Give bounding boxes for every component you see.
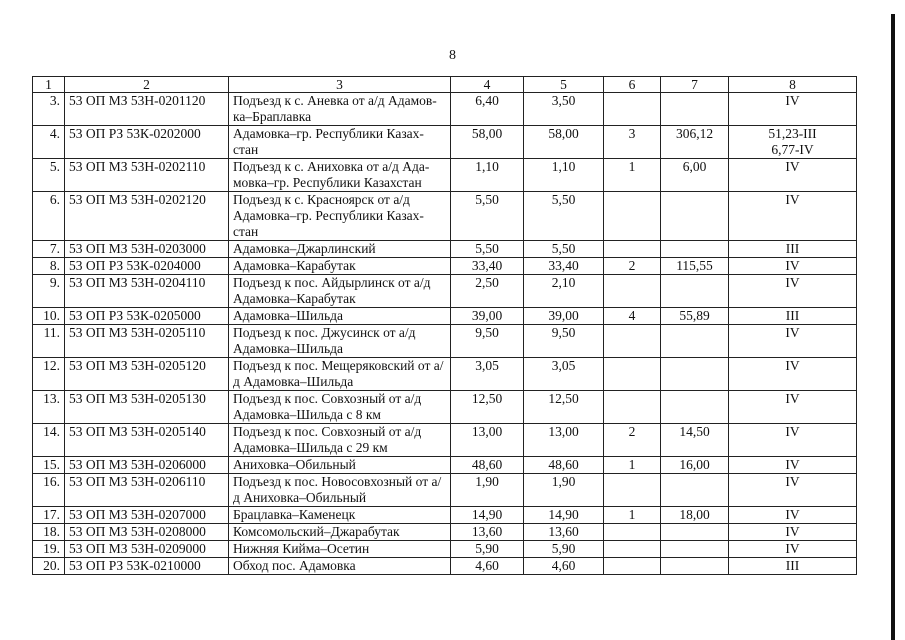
length-total: 39,00 xyxy=(451,308,524,325)
table-row xyxy=(33,358,857,391)
column-header: 3 xyxy=(229,77,451,93)
column-header: 5 xyxy=(524,77,604,93)
table-row xyxy=(33,93,857,126)
row-number: 8. xyxy=(33,258,65,275)
road-name: Адамовка–Карабутак xyxy=(229,258,451,275)
road-name: Адамовка–Джарлинский xyxy=(229,241,451,258)
road-id-code: 53 ОП МЗ 53Н-0205140 xyxy=(65,424,229,457)
table-row xyxy=(33,126,857,159)
bridge-count xyxy=(604,524,661,541)
table-body xyxy=(33,93,857,575)
category-value: IV xyxy=(785,541,800,556)
road-category xyxy=(729,258,857,275)
road-id-code: 53 ОП МЗ 53Н-0203000 xyxy=(65,241,229,258)
length-total: 5,50 xyxy=(451,192,524,241)
length-paved: 3,50 xyxy=(524,93,604,126)
table-row xyxy=(33,308,857,325)
road-category xyxy=(729,391,857,424)
table-row xyxy=(33,258,857,275)
bridge-length xyxy=(661,541,729,558)
road-category xyxy=(729,524,857,541)
bridge-length xyxy=(661,325,729,358)
bridge-length: 14,50 xyxy=(661,424,729,457)
length-total: 1,10 xyxy=(451,159,524,192)
length-paved: 5,50 xyxy=(524,192,604,241)
length-paved: 12,50 xyxy=(524,391,604,424)
row-number: 19. xyxy=(33,541,65,558)
length-paved: 48,60 xyxy=(524,457,604,474)
length-total: 48,60 xyxy=(451,457,524,474)
length-paved: 13,00 xyxy=(524,424,604,457)
table-row xyxy=(33,159,857,192)
length-paved: 5,90 xyxy=(524,541,604,558)
bridge-length xyxy=(661,93,729,126)
column-header: 1 xyxy=(33,77,65,93)
bridge-count: 4 xyxy=(604,308,661,325)
bridge-length xyxy=(661,192,729,241)
road-id-code: 53 ОП МЗ 53Н-0208000 xyxy=(65,524,229,541)
length-paved: 3,05 xyxy=(524,358,604,391)
table-row xyxy=(33,424,857,457)
category-value: III xyxy=(785,308,800,323)
road-category xyxy=(729,558,857,575)
column-header: 4 xyxy=(451,77,524,93)
road-name: Подъезд к пос. Новосовхозный от а/д Аниховка–Обильный xyxy=(229,474,451,507)
bridge-length xyxy=(661,358,729,391)
row-number: 9. xyxy=(33,275,65,308)
table-row xyxy=(33,558,857,575)
row-number: 12. xyxy=(33,358,65,391)
table-row xyxy=(33,507,857,524)
road-name: Подъезд к с. Аниховка от а/д Ада-мовка–гр. Республики Казахстан xyxy=(229,159,451,192)
row-number: 3. xyxy=(33,93,65,126)
road-category xyxy=(729,457,857,474)
road-name: Подъезд к с. Аневка от а/д Адамов-ка–Бpаплавка xyxy=(229,93,451,126)
table-row xyxy=(33,391,857,424)
category-value: IV xyxy=(785,258,800,273)
category-value: 51,23-III xyxy=(768,126,817,141)
row-number: 4. xyxy=(33,126,65,159)
bridge-length xyxy=(661,391,729,424)
length-total: 9,50 xyxy=(451,325,524,358)
category-value: III xyxy=(785,241,800,256)
table-row xyxy=(33,241,857,258)
road-category xyxy=(729,159,857,192)
length-paved: 14,90 xyxy=(524,507,604,524)
category-value: III xyxy=(785,558,800,573)
bridge-count xyxy=(604,541,661,558)
road-category xyxy=(729,474,857,507)
table-row xyxy=(33,325,857,358)
bridge-length: 6,00 xyxy=(661,159,729,192)
bridge-length: 306,12 xyxy=(661,126,729,159)
road-id-code: 53 ОП МЗ 53Н-0204110 xyxy=(65,275,229,308)
category-value: IV xyxy=(785,391,800,406)
road-name: Нижняя Кийма–Осетин xyxy=(229,541,451,558)
table-row xyxy=(33,474,857,507)
road-category xyxy=(729,358,857,391)
length-paved: 1,10 xyxy=(524,159,604,192)
road-name: Аниховка–Обильный xyxy=(229,457,451,474)
column-header: 2 xyxy=(65,77,229,93)
row-number: 7. xyxy=(33,241,65,258)
road-name: Обход пос. Адамовка xyxy=(229,558,451,575)
road-category xyxy=(729,192,857,241)
road-name: Адамовка–гр. Республики Казах-стан xyxy=(229,126,451,159)
bridge-count: 2 xyxy=(604,258,661,275)
length-total: 4,60 xyxy=(451,558,524,575)
row-number: 18. xyxy=(33,524,65,541)
length-paved: 9,50 xyxy=(524,325,604,358)
length-paved: 4,60 xyxy=(524,558,604,575)
category-value: IV xyxy=(785,275,800,290)
table-row xyxy=(33,457,857,474)
row-number: 15. xyxy=(33,457,65,474)
road-category xyxy=(729,93,857,126)
column-header: 8 xyxy=(729,77,857,93)
bridge-length xyxy=(661,558,729,575)
road-name: Комсомольский–Джарабутак xyxy=(229,524,451,541)
length-total: 5,90 xyxy=(451,541,524,558)
category-value: 6,77-IV xyxy=(771,142,814,157)
road-id-code: 53 ОП РЗ 53К-0210000 xyxy=(65,558,229,575)
row-number: 16. xyxy=(33,474,65,507)
road-name: Адамовка–Шильда xyxy=(229,308,451,325)
bridge-count xyxy=(604,241,661,258)
road-category xyxy=(729,126,857,159)
road-id-code: 53 ОП МЗ 53Н-0205110 xyxy=(65,325,229,358)
length-total: 12,50 xyxy=(451,391,524,424)
length-paved: 33,40 xyxy=(524,258,604,275)
column-header: 6 xyxy=(604,77,661,93)
table-row xyxy=(33,275,857,308)
category-value: IV xyxy=(785,507,800,522)
row-number: 20. xyxy=(33,558,65,575)
row-number: 10. xyxy=(33,308,65,325)
road-category xyxy=(729,325,857,358)
road-id-code: 53 ОП МЗ 53Н-0202120 xyxy=(65,192,229,241)
bridge-count: 1 xyxy=(604,507,661,524)
table-row xyxy=(33,192,857,241)
road-id-code: 53 ОП МЗ 53Н-0205120 xyxy=(65,358,229,391)
row-number: 14. xyxy=(33,424,65,457)
bridge-length: 115,55 xyxy=(661,258,729,275)
length-paved: 1,90 xyxy=(524,474,604,507)
road-id-code: 53 ОП МЗ 53Н-0209000 xyxy=(65,541,229,558)
bridge-count xyxy=(604,275,661,308)
header-row xyxy=(33,77,857,93)
bridge-length xyxy=(661,474,729,507)
row-number: 13. xyxy=(33,391,65,424)
road-name: Подъезд к пос. Мещеряковский от а/д Адамовка–Шильда xyxy=(229,358,451,391)
page-number: 8 xyxy=(449,48,456,63)
length-total: 3,05 xyxy=(451,358,524,391)
road-id-code: 53 ОП РЗ 53К-0204000 xyxy=(65,258,229,275)
road-category xyxy=(729,308,857,325)
bridge-count xyxy=(604,474,661,507)
bridge-count xyxy=(604,558,661,575)
bridge-count xyxy=(604,192,661,241)
road-category xyxy=(729,241,857,258)
bridge-length xyxy=(661,241,729,258)
category-value: IV xyxy=(785,474,800,489)
length-paved: 2,10 xyxy=(524,275,604,308)
road-id-code: 53 ОП МЗ 53Н-0205130 xyxy=(65,391,229,424)
length-paved: 13,60 xyxy=(524,524,604,541)
length-paved: 39,00 xyxy=(524,308,604,325)
bridge-count xyxy=(604,358,661,391)
length-total: 2,50 xyxy=(451,275,524,308)
length-total: 13,60 xyxy=(451,524,524,541)
bridge-length xyxy=(661,524,729,541)
table-row xyxy=(33,541,857,558)
roads-table xyxy=(32,76,857,575)
bridge-length: 55,89 xyxy=(661,308,729,325)
row-number: 5. xyxy=(33,159,65,192)
length-total: 1,90 xyxy=(451,474,524,507)
road-id-code: 53 ОП РЗ 53К-0205000 xyxy=(65,308,229,325)
row-number: 6. xyxy=(33,192,65,241)
bridge-count xyxy=(604,325,661,358)
length-paved: 5,50 xyxy=(524,241,604,258)
bridge-count: 2 xyxy=(604,424,661,457)
row-number: 17. xyxy=(33,507,65,524)
road-category xyxy=(729,541,857,558)
length-total: 6,40 xyxy=(451,93,524,126)
bridge-length xyxy=(661,275,729,308)
road-category xyxy=(729,507,857,524)
road-category xyxy=(729,424,857,457)
road-name: Подъезд к пос. Совхозный от а/д Адамовка–Шильда с 8 км xyxy=(229,391,451,424)
length-paved: 58,00 xyxy=(524,126,604,159)
road-category xyxy=(729,275,857,308)
road-name: Подъезд к пос. Джусинск от а/д Адамовка–Шильда xyxy=(229,325,451,358)
bridge-count: 1 xyxy=(604,159,661,192)
bridge-count: 3 xyxy=(604,126,661,159)
category-value: IV xyxy=(785,192,800,207)
road-name: Подъезд к пос. Совхозный от а/д Адамовка–Шильда с 29 км xyxy=(229,424,451,457)
road-name: Подъезд к пос. Айдырлинск от а/д Адамовка–Карабутак xyxy=(229,275,451,308)
length-total: 33,40 xyxy=(451,258,524,275)
length-total: 5,50 xyxy=(451,241,524,258)
road-id-code: 53 ОП МЗ 53Н-0206000 xyxy=(65,457,229,474)
road-id-code: 53 ОП МЗ 53Н-0201120 xyxy=(65,93,229,126)
road-name: Брацлавка–Каменецк xyxy=(229,507,451,524)
road-id-code: 53 ОП МЗ 53Н-0202110 xyxy=(65,159,229,192)
row-number: 11. xyxy=(33,325,65,358)
length-total: 14,90 xyxy=(451,507,524,524)
bridge-length: 18,00 xyxy=(661,507,729,524)
category-value: IV xyxy=(785,358,800,373)
bridge-length: 16,00 xyxy=(661,457,729,474)
length-total: 58,00 xyxy=(451,126,524,159)
category-value: IV xyxy=(785,457,800,472)
length-total: 13,00 xyxy=(451,424,524,457)
bridge-count xyxy=(604,93,661,126)
bridge-count xyxy=(604,391,661,424)
category-value: IV xyxy=(785,93,800,108)
road-id-code: 53 ОП МЗ 53Н-0206110 xyxy=(65,474,229,507)
road-id-code: 53 ОП РЗ 53К-0202000 xyxy=(65,126,229,159)
category-value: IV xyxy=(785,325,800,340)
category-value: IV xyxy=(785,524,800,539)
scan-edge-bar xyxy=(891,14,895,640)
category-value: IV xyxy=(785,424,800,439)
column-header: 7 xyxy=(661,77,729,93)
road-id-code: 53 ОП МЗ 53Н-0207000 xyxy=(65,507,229,524)
bridge-count: 1 xyxy=(604,457,661,474)
table-row xyxy=(33,524,857,541)
category-value: IV xyxy=(785,159,800,174)
road-name: Подъезд к с. Красноярск от а/д Адамовка–гр. Республики Казах-стан xyxy=(229,192,451,241)
